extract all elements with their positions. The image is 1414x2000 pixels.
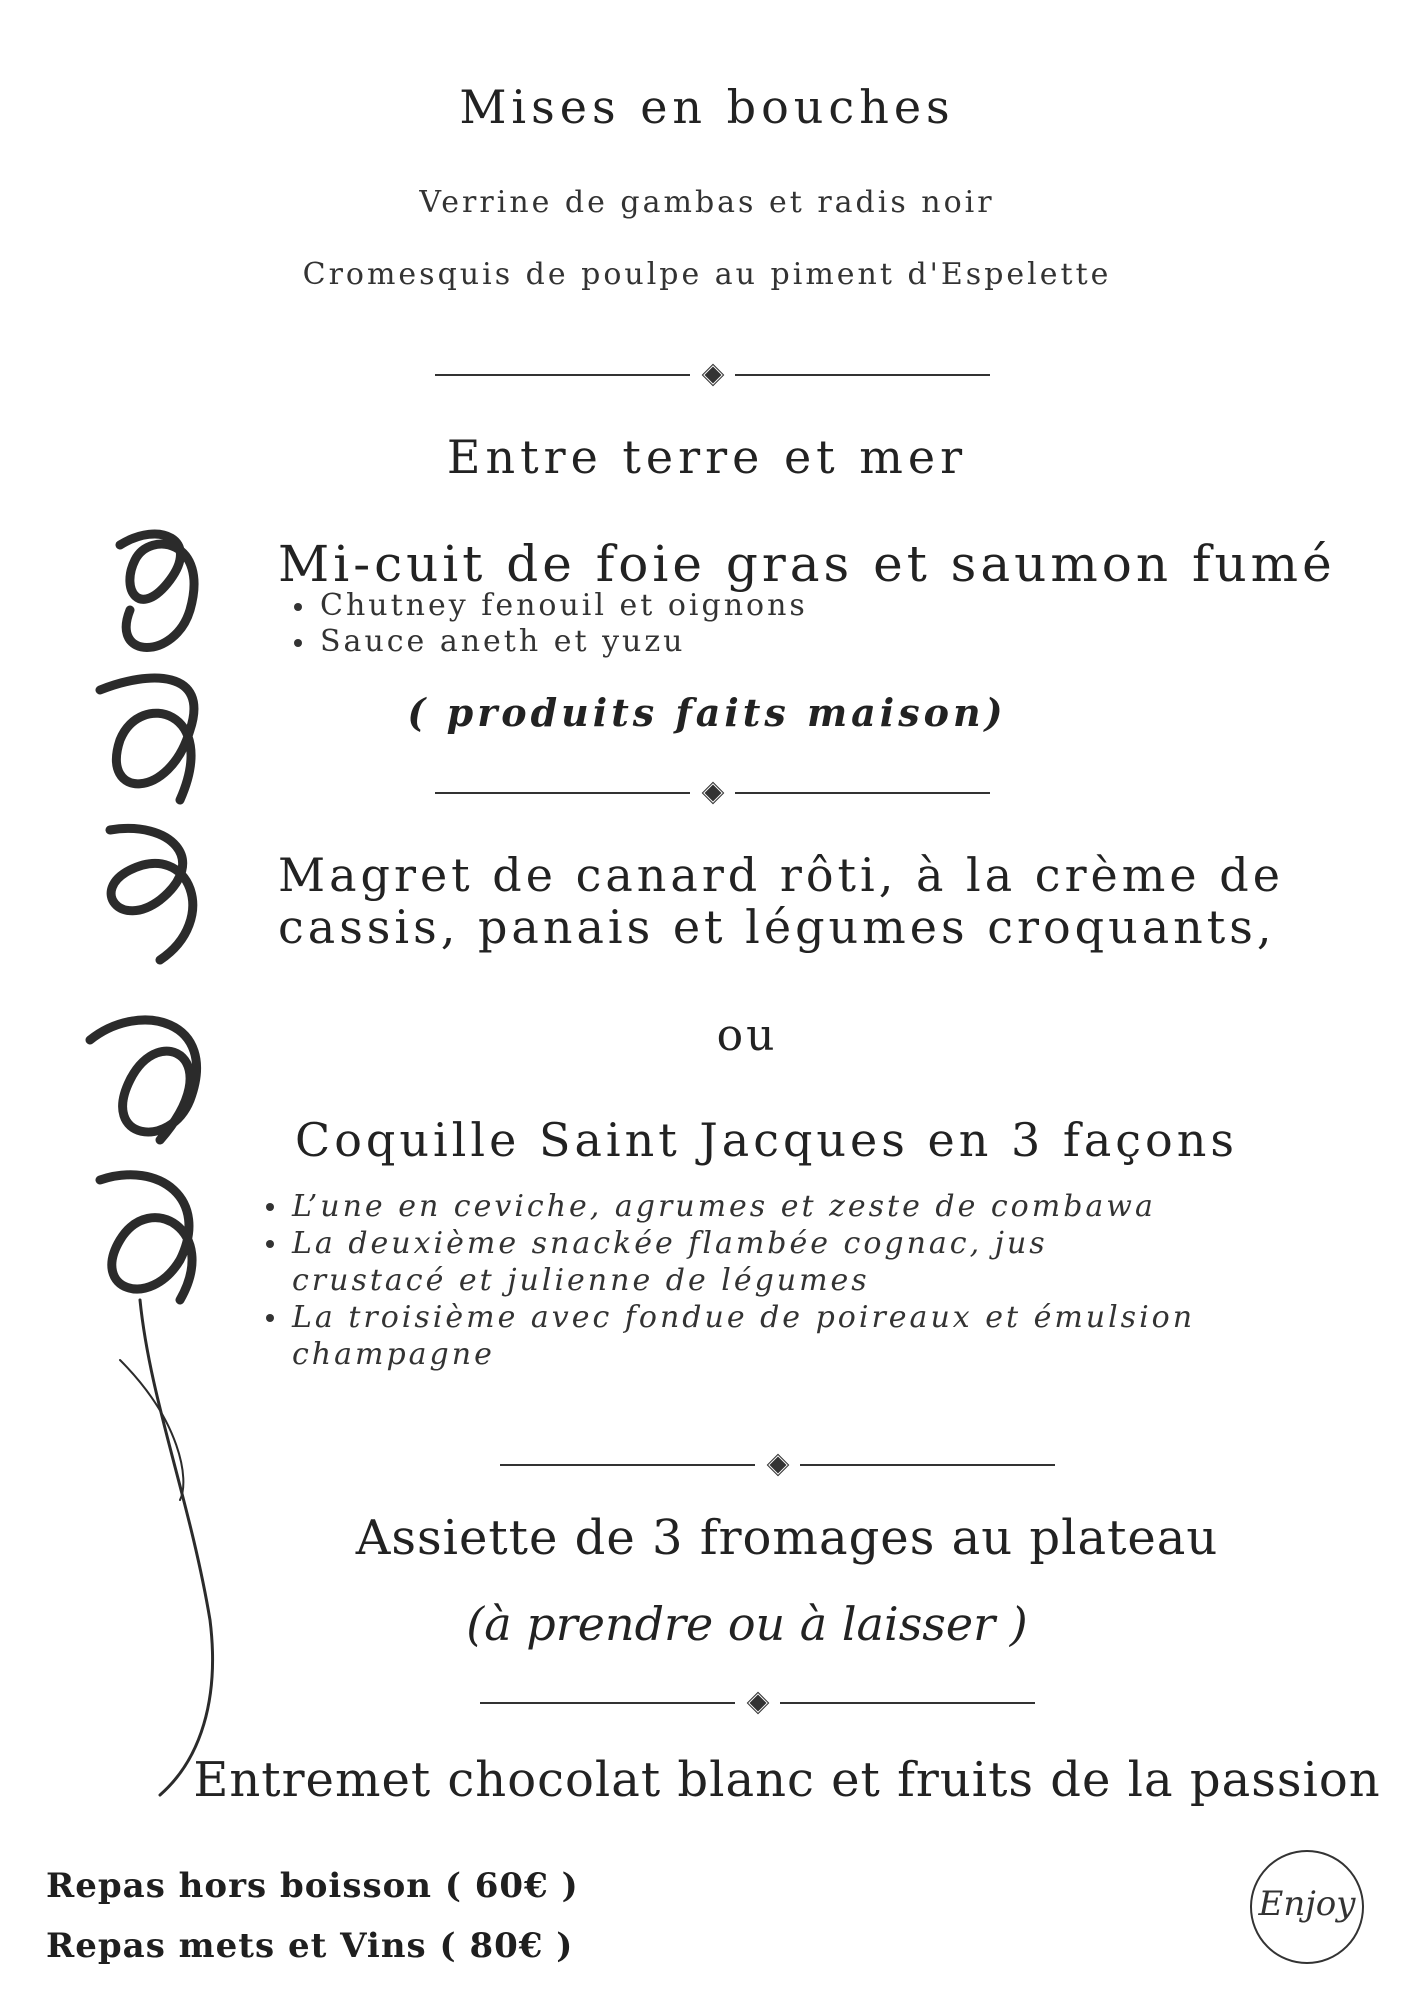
divider-1 bbox=[435, 365, 990, 385]
price-without-drinks: Repas hors boisson ( 60€ ) bbox=[46, 1866, 579, 1906]
divider-3 bbox=[500, 1455, 1055, 1475]
alt-bullet-1: L’une en ceviche, agrumes et zeste de combawa bbox=[262, 1188, 1212, 1225]
alt-dish: Coquille Saint Jacques en 3 façons bbox=[295, 1113, 1238, 1167]
amuse-item-1: Verrine de gambas et radis noir bbox=[419, 185, 995, 220]
price-with-wines: Repas mets et Vins ( 80€ ) bbox=[46, 1926, 574, 1966]
amuse-item-2: Cromesquis de poulpe au piment d'Espelette bbox=[302, 257, 1112, 292]
or-separator: ou bbox=[716, 1010, 778, 1061]
section-title-entree: Entre terre et mer bbox=[446, 430, 968, 484]
main-dish-line-2: cassis, panais et légumes croquants, bbox=[278, 900, 1276, 954]
enjoy-logo bbox=[1250, 1850, 1364, 1964]
divider-4 bbox=[480, 1693, 1035, 1713]
alt-dish-bullets bbox=[262, 1188, 1212, 1373]
divider-2 bbox=[435, 783, 990, 803]
section-title-mises-en-bouches: Mises en bouches bbox=[459, 80, 955, 134]
alt-bullet-2: La deuxième snackée flambée cognac, jus crustacé et julienne de légumes bbox=[262, 1225, 1212, 1299]
main-dish-line-1: Magret de canard rôti, à la crème de bbox=[278, 848, 1284, 902]
alt-bullet-3: La troisième avec fondue de poireaux et émulsion champagne bbox=[262, 1299, 1212, 1373]
enjoy-logo-text: Enjoy bbox=[1258, 1884, 1356, 1924]
entree-dish: Mi-cuit de foie gras et saumon fumé bbox=[278, 535, 1336, 593]
entree-bullets bbox=[290, 588, 808, 660]
entree-note: ( produits faits maison) bbox=[407, 690, 1007, 735]
entree-bullet-2: Sauce aneth et yuzu bbox=[290, 624, 808, 660]
entree-bullet-1: Chutney fenouil et oignons bbox=[290, 588, 808, 624]
cheese-title: Assiette de 3 fromages au plateau bbox=[355, 1510, 1219, 1566]
dessert-title: Entremet chocolat blanc et fruits de la passion bbox=[193, 1752, 1381, 1808]
cheese-note: (à prendre ou à laisser ) bbox=[466, 1597, 1028, 1651]
